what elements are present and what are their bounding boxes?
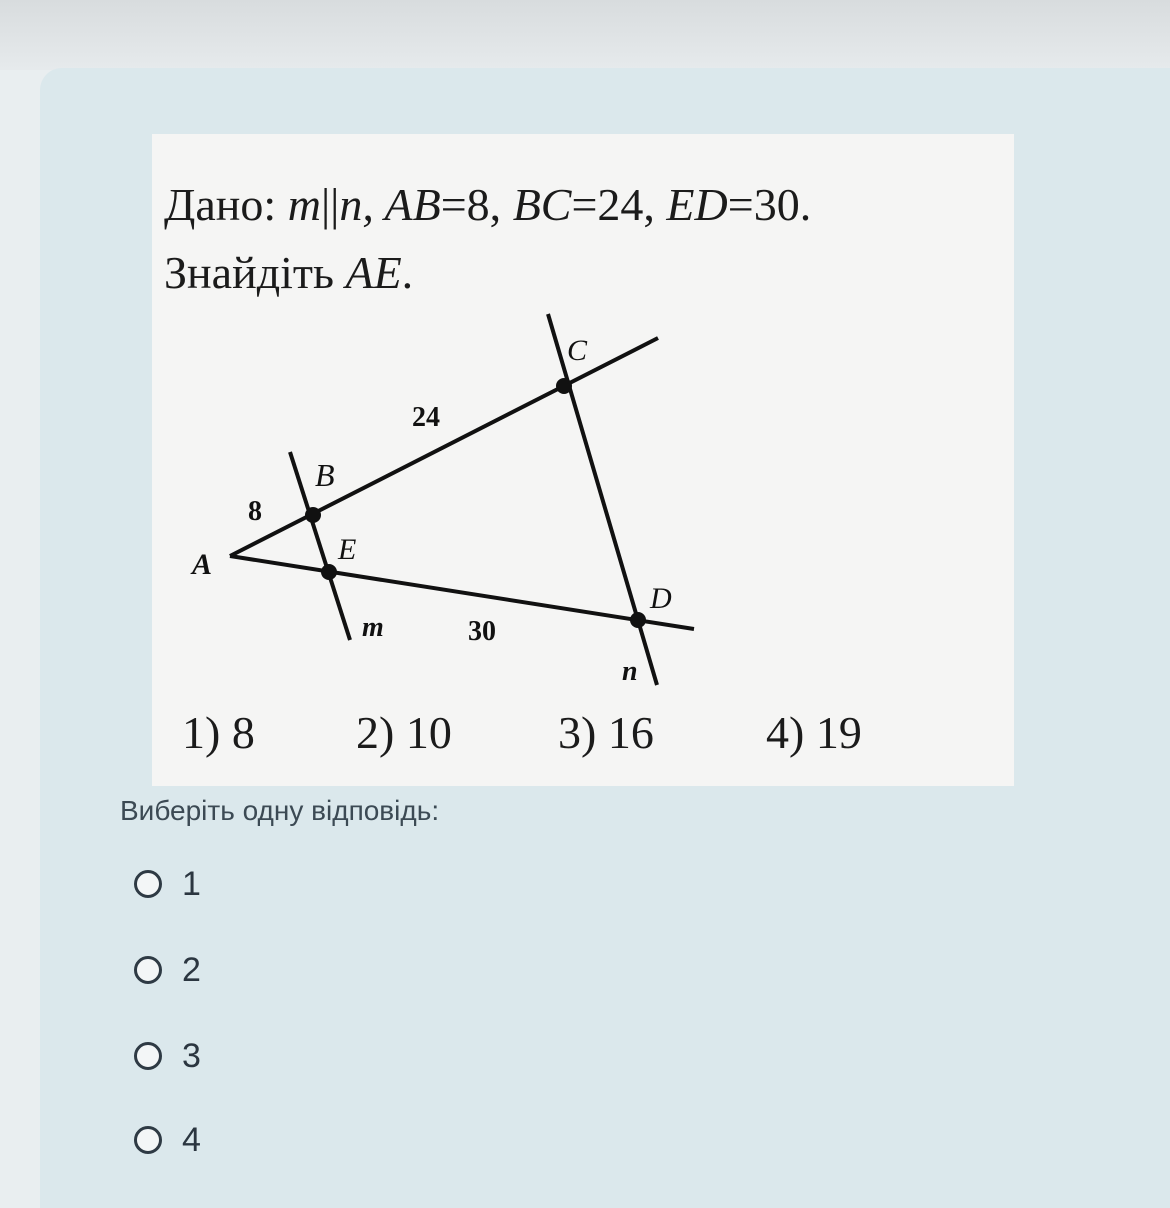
point-d <box>630 612 646 628</box>
choose-one-prompt: Виберіть одну відповідь: <box>120 795 440 826</box>
choice-label[interactable]: 3 <box>182 1036 201 1075</box>
radio-button[interactable] <box>134 870 162 898</box>
choice-label[interactable]: 2 <box>182 950 201 989</box>
geometry-diagram <box>152 134 1014 786</box>
choice-label[interactable]: 4 <box>182 1120 201 1159</box>
question-panel <box>40 68 1170 1208</box>
answer-option-2: 2) 10 <box>356 707 452 758</box>
choice-1[interactable] <box>134 864 201 904</box>
radio-button[interactable] <box>134 956 162 984</box>
point-e <box>321 564 337 580</box>
label-b: B <box>315 457 335 493</box>
label-e: E <box>338 533 357 566</box>
answer-option-4: 4) 19 <box>766 707 862 758</box>
task-image <box>152 134 1014 786</box>
radio-button[interactable] <box>134 1126 162 1154</box>
label-m: m <box>362 612 384 643</box>
length-ed: 30 <box>468 616 496 647</box>
given-statement: Дано: m||n, AB=8, BC=24, ED=30. <box>164 179 812 230</box>
choice-4[interactable] <box>134 1120 201 1160</box>
label-n: n <box>622 656 638 687</box>
point-b <box>305 507 321 523</box>
answer-option-3: 3) 16 <box>558 707 654 758</box>
answer-option-1: 1) 8 <box>182 707 255 758</box>
choice-3[interactable] <box>134 1036 201 1076</box>
point-c <box>556 378 572 394</box>
device-bezel <box>0 0 1170 70</box>
length-ab: 8 <box>248 496 262 527</box>
length-bc: 24 <box>412 402 440 433</box>
label-a: A <box>192 548 213 581</box>
choice-2[interactable] <box>134 950 201 990</box>
choice-label[interactable]: 1 <box>182 864 201 903</box>
label-c: C <box>567 334 588 367</box>
find-statement: Знайдіть AE. <box>164 247 414 298</box>
label-d: D <box>650 582 672 615</box>
line-ac <box>230 338 658 556</box>
line-n <box>548 314 657 685</box>
radio-button[interactable] <box>134 1042 162 1070</box>
